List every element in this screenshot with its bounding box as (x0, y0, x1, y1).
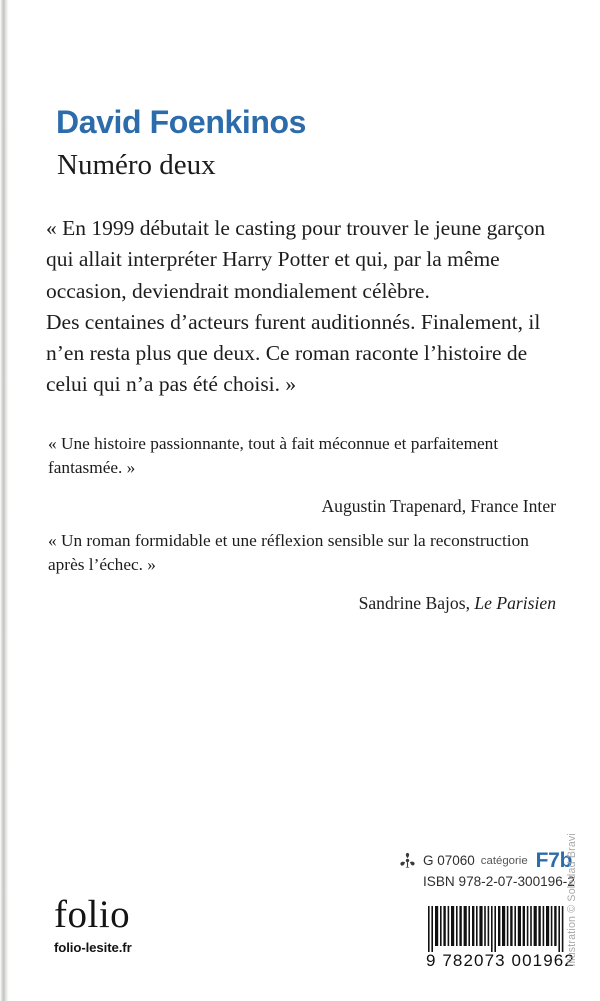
illustration-credit: Illustration © Soledad Bravi (566, 833, 578, 967)
press-quote-2-author: Sandrine Bajos, (358, 593, 475, 614)
barcode-digits: 9 782073 001962 (426, 951, 575, 970)
spine-edge-shadow (0, 0, 9, 1001)
barcode-block (426, 906, 575, 971)
press-quote-2-attribution (48, 591, 556, 616)
publisher-logo-block (54, 893, 132, 956)
catalog-code: G 07060 (423, 853, 475, 868)
press-quote-1-publication: France Inter (470, 496, 556, 517)
press-quote-1-author: Augustin Trapenard, (321, 496, 471, 517)
press-quote-2 (48, 529, 556, 616)
book-title: Numéro deux (57, 149, 216, 181)
blurb-paragraph-2: Des centaines d’acteurs furent auditionnés. Finalement, il n’en resta plus que deux. Ce roman raconte l’histoire de celui qui n’a pas été choisi. » (46, 309, 541, 397)
press-quote-2-text: « Un roman formidable et une réflexion sensible sur la reconstruction après l’échec. » (48, 531, 529, 575)
publisher-website[interactable]: folio-lesite.fr (54, 940, 132, 956)
press-quote-2-publication: Le Parisien (474, 593, 556, 614)
press-quote-1 (48, 432, 556, 519)
catalog-category-value: F7b (535, 849, 573, 872)
catalog-line (398, 849, 573, 872)
gallimard-trefoil-icon (398, 851, 417, 870)
ean13-barcode-icon (426, 906, 566, 952)
press-quote-1-attribution (48, 494, 556, 519)
blurb-paragraph-1: « En 1999 débutait le casting pour trouver le jeune garçon qui allait interpréter Harry Potter et qui, par la même occasion, deviendrait mondialement célèbre. (46, 216, 546, 303)
press-quote-1-text: « Une histoire passionnante, tout à fait méconnue et parfaitement fantasmée. » (48, 434, 499, 478)
isbn-text: ISBN 978-2-07-300196-2 (423, 874, 575, 889)
blurb-text (46, 213, 562, 401)
catalog-block (398, 849, 575, 889)
author-name: David Foenkinos (56, 104, 307, 140)
folio-logo: folio (54, 893, 131, 936)
catalog-category-label: catégorie (480, 854, 528, 867)
